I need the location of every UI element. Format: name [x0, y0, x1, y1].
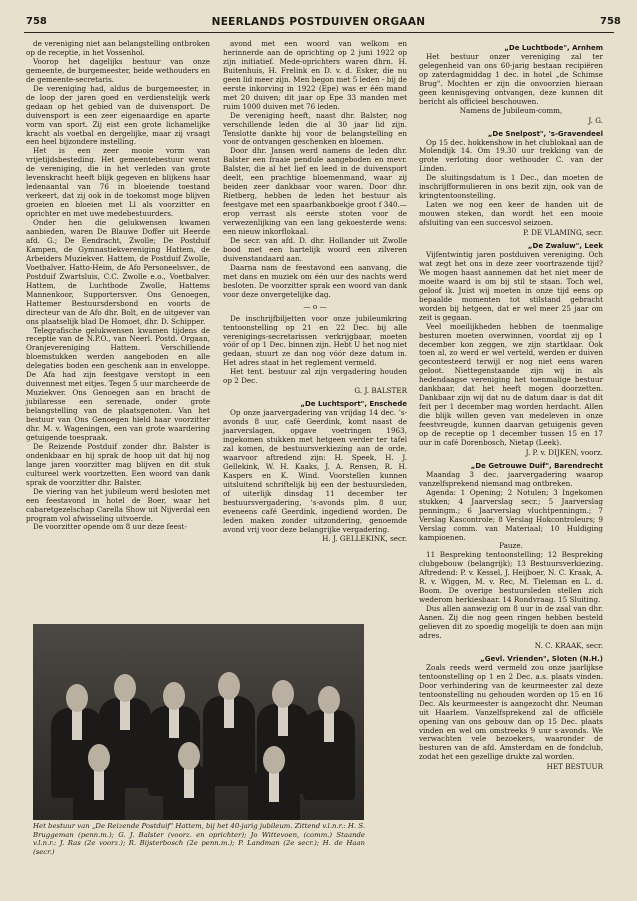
paragraph: de vereniging niet aan belangstelling ontbroken op de receptie, in het Vossenhol.: [26, 39, 210, 57]
paragraph: Het tent. bestuur zal zijn vergadering houden op 2 Dec.: [223, 367, 407, 386]
paragraph: De voorzitter opende om 8 uur deze feest-: [33, 522, 187, 532]
column-middle: [223, 40, 407, 620]
centered-line: Namens de Jubileum-comm,: [459, 105, 563, 115]
centered-line: Pauze.: [499, 541, 523, 551]
column-right: [419, 40, 603, 772]
section-heading: „Gevl. Vrienden", Sloten (N.H.): [480, 654, 603, 663]
paragraph: Dus allen aanwezig om 8 uur in de zaal van dhr. Aanen. Zij die nog geen ringen hebben besteld gelieven dit zo spoedig mogelijk te doen aan mijn adres.: [419, 604, 603, 640]
paragraph: Voorop het dagelijks bestuur van onze gemeente, de burgemeester, beide wethouders en de gemeente-secretaris.: [26, 56, 210, 84]
column-left: [26, 40, 210, 532]
signature: HET BESTUUR: [546, 762, 603, 772]
paragraph: Agenda: 1 Opening; 2 Notulen; 3 Ingekomen stukken; 4 Jaarverslag secr.; 5 Jaarverslag penningm.; 6 Jaarverslag vluchtpenningm.; 7 Verslag Kascontrole; 8 Verslag Hokcontroleurs; 9 Verslag comm. van Materiaal; 10 Huldiging kampioenen.: [419, 487, 603, 542]
section-heading: „De Luchtbode", Arnhem: [504, 44, 603, 52]
paragraph: avond met een woord van welkom en herinnerde aan de oprichting op 2 juni 1922 op zijn initiatief. Mede-oprichters waren dhrn. H. Buitenhuis, H. Frelink en D. v. d. Esker, die nu geen lid meer zijn. Men begon met 5 leden - bij de eerste inkorving in 1922 (Epe) was er één mand met 20 duiven; dit jaar op Epe 33 manden met ruim 1000 duiven met 76 leden.: [223, 39, 407, 111]
paragraph: De viering van het jubileum werd besloten met een feestavond in hotel de Boer, waar het cabaretgezelschap Carella Show uit Nijverdal een program vol afwisseling uitvoerde.: [26, 486, 210, 523]
paragraph: Het is een zeer mooie vorm van vrijetijdsbesteding. Het gemeentebestuur wenst de vereniging, die in het verleden van grote levenskracht heeft blijk gegeven en blijkens haar ledenaantal van 76 in bloeiende toestand verkeert, dat zij ook in de toekomst moge blijven groeien en bloeien met Ll als voorzitter en oprichter en met uwe medebestuurders.: [26, 146, 210, 219]
paragraph: De Reizende Postduif zonder dhr. Balster is ondenkbaar en hij sprak de hoop uit dat hij nog lange jaren voorzitter mag blijven en dit stuk cultureel werk voortzetten. Een woord van dank sprak de voorzitter dhr. Balster.: [26, 441, 210, 487]
paragraph: Telegrafische gelukwensen kwamen tijdens de receptie van de N.P.O., van Neerl. Postd. Orgaan, Oranjevereniging Hattem. Verschillende bloemstukken werden aangeboden en alle delegaties boden een geschenk aan in enveloppe. De Afa had zijn feestgave verstopt in een duivennest met eitjes. Tegen 5 uur marcheerde de Muziekver. Ons Genoegen aan en bracht de jubilaresse een serenade, onder grote belangstelling van de plaatsgenoten. Van het bestuur van Ons Genoegen hield haar voorzitter dhr. M. v. Wageningen, een van grote waardering getuigende toespraak.: [26, 325, 210, 442]
paragraph: Het bestuur onzer vereniging zal ter gelegenheid van ons 60-jarig bestaan recipiëren op zaterdagmiddag 1 dec. in hotel „de Schimse Brug". Mochten er zijn die onvoorzien hieraan geen kennisgeving ontvangen, deze kunnen dit bericht als officieel beschouwen.: [419, 51, 603, 106]
photo-board-members: [33, 624, 364, 820]
section-heading: „De Luchtsport", Enschede: [300, 400, 407, 409]
separator: — o —: [303, 301, 327, 311]
section-heading: „De Zwaluw", Leek: [527, 242, 603, 251]
header-rule: [24, 32, 614, 33]
paragraph: De sluitingsdatum is 1 Dec., dan moeten de inschrijfformulieren in ons bezit zijn, ook van de kringtentoonstelling.: [419, 173, 603, 201]
paragraph: Veel moeilijkheden hebben de toenmalige besturen moeten overwinnen, voordat zij op 1 december kon zeggen, we zijn startklaar. Ook toen al, zo werd er wel verteld, werden er duiven gecontesteerd terwijl er nog niet eens waren geloot. Niettegenstaande zijn wij in als hedendaagse vereniging het toenmalige bestuur dankbaar, dat het heeft mogen doorzetten. Dankbaar zijn wij dat nu de datum daar is dat dit feit per 1 december mag worden herdacht. Allen die blijk willen geven van medeleven in onze feestvreugde, kunnen daarvan getuigenis geven op de receptie op 1 december tussen 15 en 17 uur in café Dorenbosch, Nietap (Leek).: [419, 321, 603, 447]
paragraph: Laten we nog een keer de handen uit de mouwen steken, dan wordt het een mooie afsluiting van een succesvol seizoen.: [419, 200, 603, 228]
paragraph: De secr. van afd. D. dhr. Hollander uit Zwolle bood met een hartelijk woord een zilveren duivenstandaard aan.: [223, 235, 407, 263]
paragraph: 11 Bespreking tentoonstelling; 12 Bespreking clubgebouw (belangrijk); 13 Bestuursverkiezing. Aftredend: P. v. Kessel, J. Heijboer, N. C. Kraak, A. R. v. Wiggen, M. v. Rec, M. Tieleman en L. d. Boom. De overige bestuursleden stellen zich wederom herkiesbaar. 14 Rondvraag. 15 Sluiting.: [419, 550, 603, 605]
paragraph: Door dhr. Jansen werd namens de leden dhr. Balster een fraaie pendule aangeboden en mevr. Balster, die al het lief en leed in de duivensport deelt, een prachtige bloemenmand, waar zij beiden zeer dankbaar voor waren. Door dhr. Rietberg, hebben de leden het bestuur als feestgave met een spaarbankboekje groot f 340.— erop verrast als eerste stoten voor de verwezenlijking van een lang gekoesterde wens: een nieuw inkorflokaal.: [223, 146, 407, 237]
signature: P. DE VLAMING, secr.: [523, 228, 603, 238]
paragraph: Daarna nam de feestavond een aanvang, die met dans en muziek om één uur des nachts werd besloten. De voorzitter sprak een woord van dank voor deze onvergetelijke dag.: [223, 262, 407, 299]
paragraph: Op onze jaarvergadering van vrijdag 14 dec. 's-avonds 8 uur, café Geerdink, komt naast de jaarverslagen, opgave voetringen 1963, ingekomen stukken met hetgeen verder ter tafel zal komen, de bestuursverkiezing aan de orde, waarvoor aftredend zijn: H. Speek, H. J. Gellekink, W. H. Kaaks, J. A. Rensen, R. H. Kaspers en K. Wind. Voorstellen kunnen uitsluitend schriftelijk bij een der bestuursleden, of uiterlijk dinsdag 11 december ter bestuursvergadering, 's-avonds plm. 8 uur, eveneens café Geerdink, ingediend worden. De leden maken zonder uitzondering, genoemde avond vrij voor deze belangrijke vergadering.: [223, 408, 407, 534]
signature: H. J. GELLEKINK, secr.: [322, 534, 407, 544]
paragraph: Vijfentwintig jaren postduiven vereniging. Och wat zegt het ons in deze zeer voortrazende tijd? We mogen haast aannemen dat het niet meer de moeite waard is om bij stil te staan. Toch wel, geloof ik. Juist wij moeten in onze tijd eens op bepaalde momenten tot stilstand gebracht worden bij hetgeen, dat er wel meer 25 jaar om zeit is gegaan.: [419, 249, 603, 322]
section-heading: „De Snelpost", 's-Gravendeel: [487, 129, 603, 138]
photo-caption: Het bestuur van „De Reizende Postduif" Hattem, bij het 40-jarig jubileum. Zittend v.l.n.r.: H. S. Bruggeman (penn.m.); G. J. Balster (voorz. en oprichter); Jo Wittevoen, (comm.) Staande v.l.n.r.: J. Ras (2e voorz.); R. Bijsterbosch (2e penn.m.); P. Landman (2e secr.); H. de Haan (secr.): [33, 822, 365, 856]
paragraph: Onder hen die gelukwensen kwamen aanbieden, waren De Blauwe Doffer uit Heerde afd. G.; De Eendracht, Zwolle; De Postduif Kampen, de Gymnastiekvereniging Hattem, de Arbeiders Muziekver. Hattem, de Postduif Zwolle, Voetbalver. Hatto-Heim, de Afo Personeelsver., de Postduif Zwartsluis, C.C. Zwolle e.o., Voetbalver. Hattem, de Luchtbode Zwolle, Hattems Mannenkoor, Supportersver. Ons Genoegen, Hattemer Bestuursdersbond en voorts de directeur van de Afo dhr. Bolt, en de uitgever van ons plaatselijk blad De Homoet, dhr. D. Schipper.: [26, 218, 210, 326]
paragraph: Maandag 3 dec. jaarvergadering waarop vanzelfsprekend niemand mag ontbreken.: [419, 469, 603, 488]
paragraph: De vereniging heeft, naast dhr. Balster, nog verschillende leden die al 30 jaar lid zijn. Tenslotte dankte hij voor de belangstelling en voor de ontvangen geschenken en bloemen.: [223, 110, 407, 147]
section-heading: „De Getrouwe Duif", Barendrecht: [470, 461, 603, 470]
paragraph: De inschrijfbiljetten voor onze jubileumkring tentoonstelling op 21 en 22 Dec. bij alle verenigings-secretarissen verkrijgbaar, moeten vóór of op 1 Dec. binnen zijn. Hebt U het nog niet gedaan, stuurt ze dan nog vóór deze datum in. Het adres staat in het reglement vermeld.: [223, 313, 407, 368]
page-number-left: 758: [26, 16, 47, 27]
signature: N. C. KRAAK, secr.: [534, 640, 603, 650]
magazine-title: NEERLANDS POSTDUIVEN ORGAAN: [211, 16, 426, 28]
signature: J. G.: [588, 115, 603, 125]
page-number-right: 758: [600, 16, 621, 27]
paragraph: Op 15 dec. hokkenshow in het clublokaal aan de Molendijk 14. Om 19.30 uur trekking van de grote verloting door wethouder C. van der Linden.: [419, 137, 603, 174]
signature: J. P. v. DIJKEN, voorz.: [525, 447, 603, 457]
signature: G. J. BALSTER: [354, 386, 407, 396]
paragraph: Zoals reeds werd vermeld zou onze jaarlijkse tentoonstelling op 1 en 2 Dec. a.s. plaats vinden. Door verhindering van de keurmeester zal deze tentoonstelling nu gehouden worden op 15 en 16 Dec. Als keurmeester is aangezocht dhr. Neuman uit Haarlem. Vanzelfsprekend zal de officiële opening van ons gebouw dan op 15 Dec. plaats vinden en wel om omstreeks 9 uur s-avonds. We verwachten vele bezoekers, waaronder de besturen van de afd. Amsterdam en de fondclub, zodat het een gezellige drukte zal worden.: [419, 662, 603, 762]
paragraph: De vereniging had, aldus de burgemeester, in de loop der jaren goed en verdienstelijk werk gedaan op het gebied van de duivensport. De duivensport is een zeer eigenaardige en aparte vorm van sport. Zij eist een grote lichamelijke kracht als voetbal en dergelijke, maar zij vraagt een heel bijzondere instelling.: [26, 83, 210, 147]
